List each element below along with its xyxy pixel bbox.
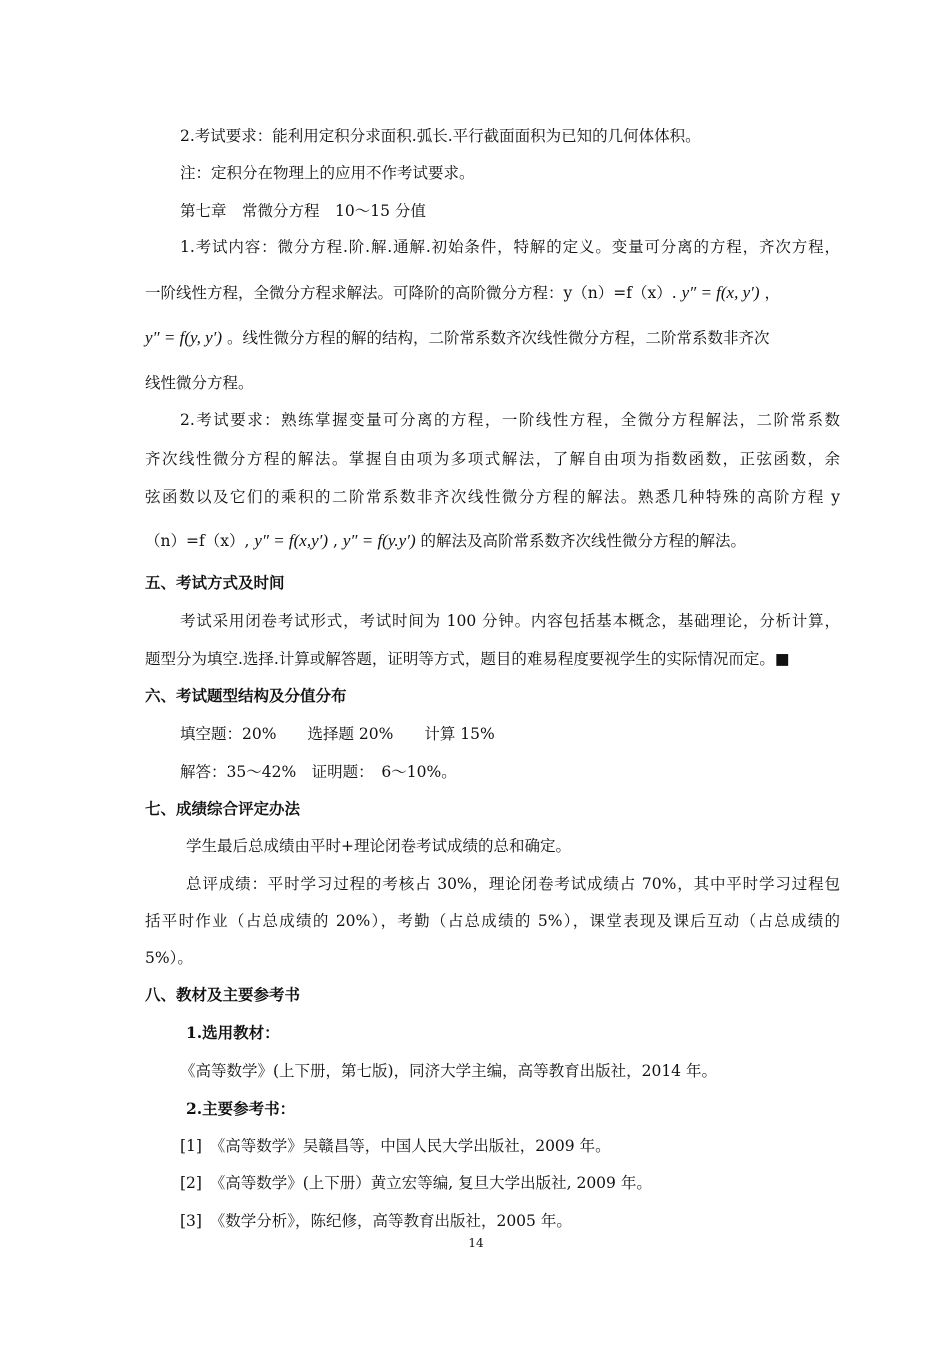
grading-line-2: 总评成绩：平时学习过程的考核占 30%，理论闭卷考试成绩占 70%，其中平时学习过程包 bbox=[186, 875, 840, 893]
grading-line-4: 5%）。 bbox=[145, 949, 193, 967]
score-distribution-line-2: 解答：35～42% 证明题： 6～10%。 bbox=[180, 763, 457, 781]
exam-content-line-1: 1.考试内容：微分方程.阶.解.通解.初始条件，特解的定义。变量可分离的方程，齐次方程， bbox=[180, 238, 840, 256]
reference-item-2: [2] 《高等数学》(上下册）黄立宏等编, 复旦大学出版社, 2009 年。 bbox=[180, 1174, 652, 1192]
exam-content-line-2 bbox=[145, 283, 840, 303]
formula-xy-2: y″ = f(x,y′) bbox=[254, 531, 329, 550]
requirement-comma: , bbox=[332, 532, 338, 550]
note-physics: 注：定积分在物理上的应用不作考试要求。 bbox=[180, 164, 475, 182]
grading-line-3: 括平时作业（占总成绩的 20%），考勤（占总成绩的 5%），课堂表现及课后互动（占总成绩的 bbox=[145, 912, 840, 930]
page-number: 14 bbox=[468, 1236, 484, 1250]
exam-method-line-1: 考试采用闭卷考试形式，考试时间为 100 分钟。内容包括基本概念，基础理论，分析计算， bbox=[180, 612, 840, 630]
exam-method-line-2: 题型分为填空.选择.计算或解答题，证明等方式，题目的难易程度要视学生的实际情况而定。■ bbox=[145, 650, 790, 668]
section-six-heading: 六、考试题型结构及分值分布 bbox=[145, 687, 347, 705]
formula-yy: y″ = f(y, y′) bbox=[145, 328, 223, 347]
textbook-entry: 《高等数学》(上下册，第七版)，同济大学主编，高等教育出版社，2014 年。 bbox=[180, 1062, 717, 1080]
section-eight-heading: 八、教材及主要参考书 bbox=[145, 986, 301, 1004]
requirement-text-a: （n）=f（x）, bbox=[145, 532, 250, 550]
exam-requirement-line-1: 2.考试要求：熟练掌握变量可分离的方程，一阶线性方程，全微分方程解法，二阶常系数 bbox=[180, 411, 840, 429]
requirement-text-b: 的解法及高阶常系数齐次线性微分方程的解法。 bbox=[420, 532, 747, 550]
exam-content-line-4: 线性微分方程。 bbox=[145, 374, 254, 392]
references-subheading: 2.主要参考书： bbox=[186, 1099, 296, 1118]
comma: ， bbox=[764, 284, 780, 302]
textbook-subheading: 1.选用教材： bbox=[186, 1023, 280, 1042]
exam-requirement-integral: 2.考试要求：能利用定积分求面积.弧长.平行截面面积为已知的几何体体积。 bbox=[180, 127, 701, 145]
chapter-seven-title: 第七章 常微分方程 10～15 分值 bbox=[180, 202, 426, 220]
reference-item-1: [1] 《高等数学》吴赣昌等，中国人民大学出版社，2009 年。 bbox=[180, 1137, 611, 1155]
section-five-heading: 五、考试方式及时间 bbox=[145, 574, 285, 592]
exam-content-line-3 bbox=[145, 328, 840, 348]
formula-xy: y″ = f(x, y′) bbox=[681, 283, 760, 302]
exam-requirement-line-3: 弦函数以及它们的乘积的二阶常系数非齐次线性微分方程的解法。熟悉几种特殊的高阶方程 y bbox=[145, 488, 840, 506]
exam-requirement-line-4 bbox=[145, 531, 840, 551]
formula-yy-2: y″ = f(y.y′) bbox=[342, 531, 416, 550]
exam-content-text: 一阶线性方程，全微分方程求解法。可降阶的高阶微分方程：y（n）=f（x）. bbox=[145, 284, 677, 302]
exam-content-text-2: 。线性微分方程的解的结构，二阶常系数齐次线性微分方程，二阶常系数非齐次 bbox=[226, 329, 770, 347]
reference-item-3: [3] 《数学分析》，陈纪修，高等教育出版社，2005 年。 bbox=[180, 1212, 572, 1230]
exam-requirement-line-2: 齐次线性微分方程的解法。掌握自由项为多项式解法，了解自由项为指数函数，正弦函数，余 bbox=[145, 450, 840, 468]
grading-line-1: 学生最后总成绩由平时+理论闭卷考试成绩的总和确定。 bbox=[186, 837, 571, 855]
section-seven-heading: 七、成绩综合评定办法 bbox=[145, 800, 301, 818]
score-distribution-line-1: 填空题：20% 选择题 20% 计算 15% bbox=[180, 725, 495, 743]
